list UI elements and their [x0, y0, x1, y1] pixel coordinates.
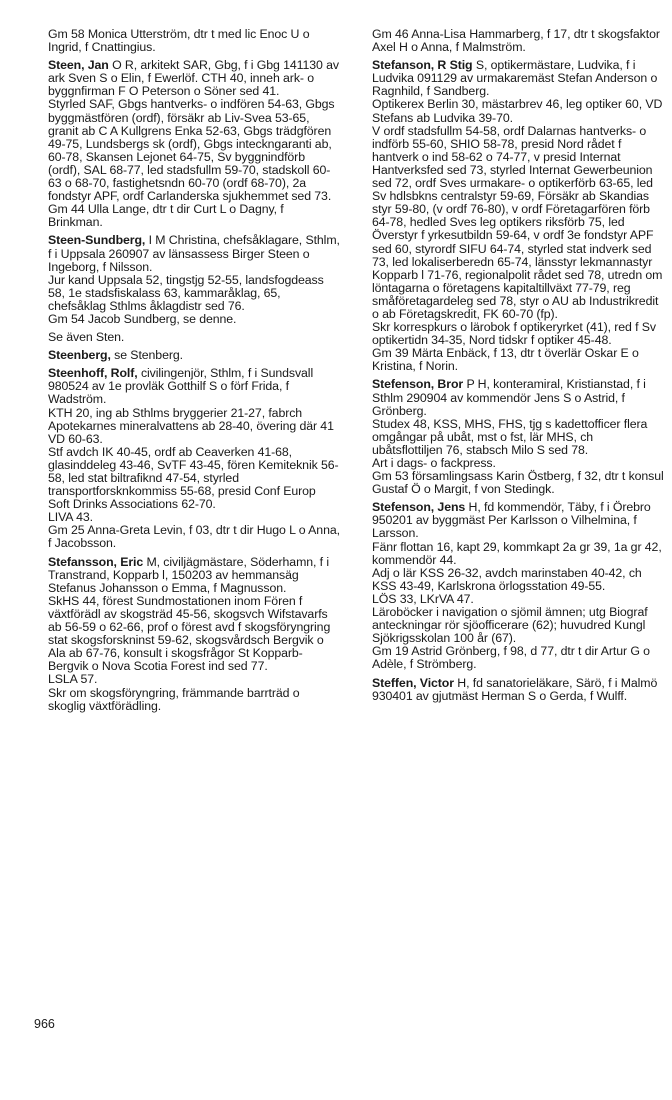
- biography-entry: [48, 234, 340, 326]
- entry-text: O R, arkitekt SAR, Gbg, f i Gbg 141130 av ark Sven S o Elin, f Ewerlöf. CTH 40, inneh ark- o byggnfirman F O Peterson o Söner sed 41.: [48, 58, 339, 99]
- entry-text: I M Christina, chefsåklagare, Sthlm, f i Uppsala 260907 av länsassess Birger Steen o Ingeborg, f Nilsson.: [48, 233, 340, 274]
- entry-text: Optikerex Berlin 30, mästarbrev 46, leg optiker 60, VD Stefans ab Ludvika 39-70.: [372, 97, 663, 125]
- left-column: [48, 28, 340, 718]
- entry-paragraph: [372, 606, 664, 645]
- entry-text: Gm 44 Ulla Lange, dtr t dir Curt L o Dagny, f Brinkman.: [48, 202, 284, 230]
- entry-text: V ordf stadsfullm 54-58, ordf Dalarnas hantverks- o indförb 55-60, SHIO 58-78, presid Nord rådet f hantverk o ind 58-62 o 74-77, v presid Internat Hantverksfed sed 73, styrled Internat Gewerbeunion sed 72, ordf Sves urmakare- o optikerförb 63-65, led Sv hdlsbkns centralstyr 59-69, Försäkr ab Skandias styr 59-80, (v ordf 76-80), v ordf Företagarfören förb 64-78, hedled Sves leg optikers riksförb 75, led Överstyr f yrkesutbildn 59-64, v ordf 3e fondstyr APF sed 60, styrordf SIFU 64-74, styrled stat indverk sed 73, led lokaliserberedn 65-74, länsstyr lekmannastyr Kopparb l 71-76, regionalpolit rådet sed 78, utredn om löntagarna o företagens kapitaltillväxt 77-79, reg småföretagardeleg sed 78, styr o AU ab Industrikredit o ab Företagskredit, FK 60-70 (fp).: [372, 123, 663, 321]
- entry-text: Styrled SAF, Gbgs hantverks- o indfören 54-63, Gbgs byggmästfören (ordf), försäkr ab Liv-Svea 53-65, granit ab C A Kullgrens Enka 52-63, Gbgs trädgfören 49-75, Lundsbergs sk (ordf), Gbgs inteckngaranti ab, 60-78, Skansen Lejonet 64-75, Sv byggnindförb (ordf), SAL 68-77, led stadsfullm 59-70, stadskoll 60-63 o 68-70, fastighetsndn 60-70 (ordf 68-70), 2a fondstyr APF, ordf Carlanderska sjukhemmet sed 73.: [48, 97, 335, 204]
- entry-text: se Stenberg.: [114, 348, 183, 363]
- entry-paragraph: [372, 378, 664, 417]
- entry-text: civilingenjör, Sthlm, f i Sundsvall 980524 av 1e provläk Gotthilf S o förf Frida, f Wadström.: [48, 366, 314, 407]
- entry-paragraph: [372, 98, 664, 124]
- entry-paragraph: [372, 321, 664, 347]
- entry-headword: Steen, Jan: [48, 58, 109, 73]
- biography-entry: [372, 378, 664, 496]
- biography-entry: [48, 349, 340, 362]
- entry-paragraph: [48, 446, 340, 511]
- entry-paragraph: [48, 349, 340, 362]
- biography-entry: [48, 367, 340, 550]
- entry-text: LIVA 43.: [48, 510, 93, 525]
- entry-headword: Steenberg,: [48, 348, 111, 363]
- entry-paragraph: [372, 347, 664, 373]
- entry-text: Studex 48, KSS, MHS, FHS, tjg s kadettofficer flera omgångar på ubåt, mst o fst, lär MHS, ch ubåtsflottiljen 76, stabsch Milo S sed 78.: [372, 416, 648, 457]
- entry-text: Adj o lär KSS 26-32, avdch marinstaben 40-42, ch KSS 43-49, Karlskrona örlogsstation 49-55.: [372, 565, 642, 593]
- entry-text: LÖS 33, LKrVA 47.: [372, 591, 474, 606]
- entry-paragraph: [372, 418, 664, 457]
- entry-text: Gm 54 Jacob Sundberg, se denne.: [48, 311, 237, 326]
- entry-text: M, civiljägmästare, Söderhamn, f i Transtrand, Kopparb l, 150203 av hemmansäg Stefanus Johansson o Emma, f Magnusson.: [48, 554, 329, 595]
- entry-text: Läroböcker i navigation o sjömil ämnen; utg Biograf anteckningar rör sjöofficerare (62); huvudred Kungl Sjökrigsskolan 100 år (67).: [372, 605, 648, 646]
- entry-text: KTH 20, ing ab Sthlms bryggerier 21-27, fabrch Apotekarnes mineralvattens ab 28-40, övering där 41 VD 60-63.: [48, 405, 334, 446]
- entry-text: Stf avdch IK 40-45, ordf ab Ceaverken 41-68, glasinddeleg 43-46, SvTF 43-45, fören Kemiteknik 56-58, led stat biltrafiknd 47-54, styrled transportforsknkommiss 55-68, presid Conf Europ Soft Drinks Associations 62-70.: [48, 444, 339, 512]
- entry-paragraph: [48, 28, 340, 54]
- entry-paragraph: [48, 203, 340, 229]
- entry-paragraph: [48, 556, 340, 595]
- entry-headword: Stefenson, Jens: [372, 500, 466, 515]
- entry-paragraph: [48, 331, 340, 344]
- entry-headword: Steenhoff, Rolf,: [48, 366, 138, 381]
- biography-entry: [372, 59, 664, 373]
- entry-paragraph: [48, 407, 340, 446]
- entry-headword: Stefanson, R Stig: [372, 58, 473, 73]
- entry-paragraph: [372, 28, 664, 54]
- entry-text: Gm 39 Märta Enbäck, f 13, dtr t överlär Oskar E o Kristina, f Norin.: [372, 346, 639, 374]
- entry-text: H, fd sanatorieläkare, Särö, f i Malmö 930401 av gjutmäst Herman S o Gerda, f Wulff.: [372, 675, 658, 703]
- entry-paragraph: [48, 313, 340, 326]
- entry-text: Gm 46 Anna-Lisa Hammarberg, f 17, dtr t skogsfaktor Axel H o Anna, f Malmström.: [372, 27, 660, 55]
- biography-entry: [372, 677, 664, 703]
- biography-entry: [372, 501, 664, 671]
- entry-paragraph: [48, 524, 340, 550]
- entry-headword: Steffen, Victor: [372, 675, 454, 690]
- entry-text: Skr korrespkurs o lärobok f optikeryrket (41), red f Sv optikertidn 34-35, Nord tidskr f optiker 45-48.: [372, 320, 656, 348]
- entry-paragraph: [372, 677, 664, 703]
- entry-text: Gm 19 Astrid Grönberg, f 98, d 77, dtr t dir Artur G o Adèle, f Strömberg.: [372, 644, 650, 672]
- entry-headword: Steen-Sundberg,: [48, 233, 146, 248]
- entry-paragraph: [48, 595, 340, 674]
- entry-paragraph: [48, 687, 340, 713]
- entry-text: Gm 25 Anna-Greta Levin, f 03, dtr t dir Hugo L o Anna, f Jacobsson.: [48, 523, 340, 551]
- biography-entry: [48, 59, 340, 229]
- entry-text: LSLA 57.: [48, 672, 98, 687]
- biography-entry: [48, 556, 340, 713]
- entry-paragraph: [48, 59, 340, 98]
- entry-paragraph: [372, 645, 664, 671]
- entry-text: P H, konteramiral, Kristianstad, f i Sthlm 290904 av kommendör Jens S o Astrid, f Grönberg.: [372, 377, 646, 418]
- entry-paragraph: [372, 541, 664, 567]
- entry-text: Fänr flottan 16, kapt 29, kommkapt 2a gr 39, 1a gr 42, kommendör 44.: [372, 539, 662, 567]
- biography-entry: [48, 331, 340, 344]
- biography-entry: [372, 28, 664, 54]
- entry-paragraph: [48, 274, 340, 313]
- entry-paragraph: [372, 59, 664, 98]
- entry-paragraph: [48, 367, 340, 406]
- entry-text: Art i dags- o fackpress.: [372, 456, 496, 470]
- entry-text: Skr om skogsföryngring, främmande barrträd o skoglig växtförädling.: [48, 685, 300, 713]
- entry-text: Jur kand Uppsala 52, tingstjg 52-55, landsfogdeass 58, 1e stadsfiskalass 63, kammaråklag, 65, chefsåklag Sthlms åklagdistr sed 76.: [48, 272, 324, 313]
- entry-paragraph: [372, 501, 664, 540]
- entry-paragraph: [48, 234, 340, 273]
- entry-text: Gm 58 Monica Utterström, dtr t med lic Enoc U o Ingrid, f Cnattingius.: [48, 27, 310, 55]
- biography-entry: [48, 28, 340, 54]
- right-column: [372, 28, 664, 708]
- entry-text: Gm 53 församlingsass Karin Östberg, f 32, dtr t konsul Gustaf Ö o Margit, f von Stedingk.: [372, 469, 664, 497]
- entry-paragraph: [372, 567, 664, 593]
- entry-headword: Stefansson, Eric: [48, 554, 144, 569]
- entry-text: H, fd kommendör, Täby, f i Örebro 950201 av byggmäst Per Karlsson o Vilhelmina, f Larsson.: [372, 500, 651, 541]
- entry-text: Se även Sten.: [48, 330, 125, 345]
- entry-text: SkHS 44, förest Sundmostationen inom Fören f växtförädl av skogsträd 45-56, skogsvch Wifstavarfs ab 56-59 o 62-66, prof o förest avd f skogsföryngring stat skogsforskninst 59-62, skogsvårdsch Bergvik o Ala ab 67-76, konsult i skogsfrågor St Kopparb-Bergvik o Nova Scotia Forest ind sed 77.: [48, 593, 331, 674]
- entry-paragraph: [372, 470, 664, 496]
- entry-paragraph: [372, 125, 664, 321]
- entry-paragraph: [48, 98, 340, 203]
- entry-text: S, optikermästare, Ludvika, f i Ludvika 091129 av urmakaremäst Stefan Anderson o Ragnhild, f Sandberg.: [372, 58, 658, 99]
- entry-headword: Stefenson, Bror: [372, 377, 464, 392]
- page-number: 966: [34, 1017, 55, 1031]
